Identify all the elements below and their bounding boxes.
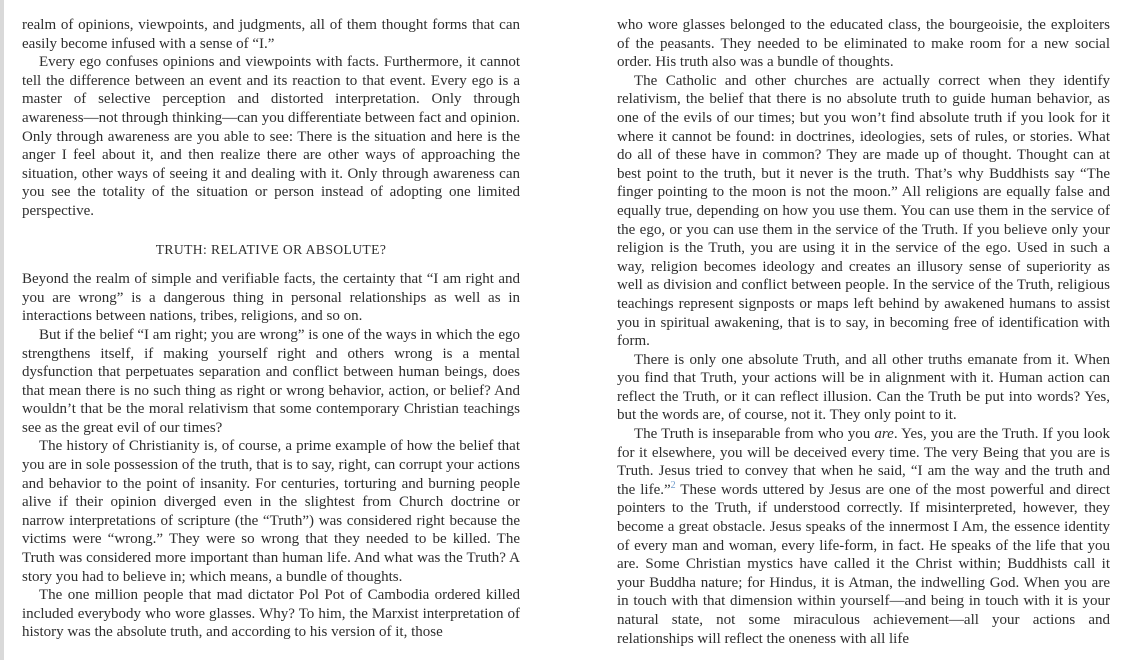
paragraph: [22, 270, 520, 326]
text-run: who wore glasses belonged to the educated class, the bourgeoisie, the exploiters of the peasants. They needed to be eliminated to make room for a new social order. His truth also was a bundle of thoughts.: [617, 17, 1110, 71]
text-run: Beyond the realm of simple and verifiable facts, the certainty that “I am right and you are wrong” is a dangerous thing in personal relationships as well as in interactions between nations, tribes, religions, and so on.: [22, 271, 520, 325]
paragraph: [22, 437, 520, 586]
paragraph: [617, 16, 1110, 72]
paragraph: [617, 72, 1110, 351]
section-heading: TRUTH: RELATIVE OR ABSOLUTE?: [155, 241, 387, 257]
right-page-column: [617, 16, 1110, 648]
emphasis-text: are: [874, 426, 894, 443]
text-run: There is only one absolute Truth, and all other truths emanate from it. When you find that Truth, your actions will be in alignment with it. Human action can reflect the Truth, or it can reflect illusion. Can the Truth be put into words? Yes, but the words are, of course, not it. They only point to it.: [617, 351, 1110, 424]
text-run: But if the belief “I am right; you are wrong” is one of the ways in which the ego strengthens itself, if making yourself right and others wrong is a mental dysfunction that perpetuates separation and conflict between human beings, does that mean there is no such thing as right or wrong behavior, action, or belief? And wouldn’t that be the moral relativism that some contemporary Christian teachings see as the great evil of our times?: [22, 326, 520, 436]
page-edge-strip: [0, 0, 4, 660]
paragraph: [617, 351, 1110, 425]
text-run: These words uttered by Jesus are one of the most powerful and direct pointers to the Truth, if understood correctly. If misinterpreted, however, they become a great obstacle. Jesus speaks of the innermost I Am, the essence identity of every man and woman, every life-form, in fact. He speaks of the life that you are. Some Christian mystics have called it the Christ within; Buddhists call it your Buddha nature; for Hindus, it is Atman, the indwelling God. When you are in touch with that dimension within yourself—and being in touch with it is your natural state, not some miraculous achievement—all your actions and relationships will reflect the oneness with all life: [617, 481, 1110, 647]
text-run: The Catholic and other churches are actually correct when they identify relativism, the belief that there is no absolute truth to guide human behavior, as one of the evils of our times; but you won’t find absolute truth if you look for it where it cannot be found: in doctrines, ideologies, sets of rules, or stories. What do all of these have in common? They are made up of thought. Thought can at best point to the truth, but it never is the truth. That’s why Buddhists say “The finger pointing to the moon is not the moon.” All religions are equally false and equally true, depending on how you use them. You can use them in the service of the ego, or you can use them in the service of the Truth. If you believe only your religion is the Truth, you are using it in the service of the ego. Used in such a way, religion becomes ideology and creates an illusory sense of superiority as well as division and conflict between people. In the service of the Truth, religious teachings represent signposts or maps left behind by awakened humans to assist you in spiritual awakening, that is to say, in becoming free of identification with form.: [617, 72, 1110, 350]
paragraph: [22, 16, 520, 53]
left-page-column: [22, 16, 520, 648]
text-run: The one million people that mad dictator Pol Pot of Cambodia ordered killed included everybody who wore glasses. Why? To him, the Marxist interpretation of history was the absolute truth, and according to his version of it, those: [22, 587, 520, 641]
paragraph: [22, 53, 520, 220]
text-run: . Yes, you are the Truth. If you look for it elsewhere, you will be deceived every time. The very Being that you are is Truth. Jesus tried to convey that when he said, “I am the way and the truth and the life.”: [617, 426, 1111, 498]
paragraph: [22, 326, 520, 438]
footnote-link[interactable]: 2: [670, 479, 676, 491]
text-run: Every ego confuses opinions and viewpoints with facts. Furthermore, it cannot tell the difference between an event and its reaction to that event. Every ego is a master of selective perception and distorted interpretation. Only through awareness—not through thinking—can you differentiate between fact and opinion. Only through awareness are you able to see: There is the situation and here is the anger I feel about it, and then realize there are other ways of approaching the situation, other ways of seeing it and dealing with it. Only through awareness can you see the totality of the situation or person instead of adopting one limited perspective.: [22, 54, 520, 219]
paragraph: [22, 586, 520, 642]
text-run: The history of Christianity is, of course, a prime example of how the belief that you are in sole possession of the truth, that is to say, right, can corrupt your actions and behavior to the point of insanity. For centuries, torturing and burning people alive if their opinion diverged even in the slightest from Church doctrine or narrow interpretations of scripture (the “Truth”) was considered right because the victims were “wrong.” They were so wrong that they needed to be killed. The Truth was considered more important than human life. And what was the Truth? A story you had to believe in; which means, a bundle of thoughts.: [22, 438, 520, 585]
text-run: realm of opinions, viewpoints, and judgments, all of them thought forms that can easily become infused with a sense of “I.”: [22, 17, 520, 52]
text-run: The Truth is inseparable from who you: [634, 426, 875, 443]
paragraph: [617, 425, 1110, 648]
two-page-spread: [22, 16, 1110, 648]
